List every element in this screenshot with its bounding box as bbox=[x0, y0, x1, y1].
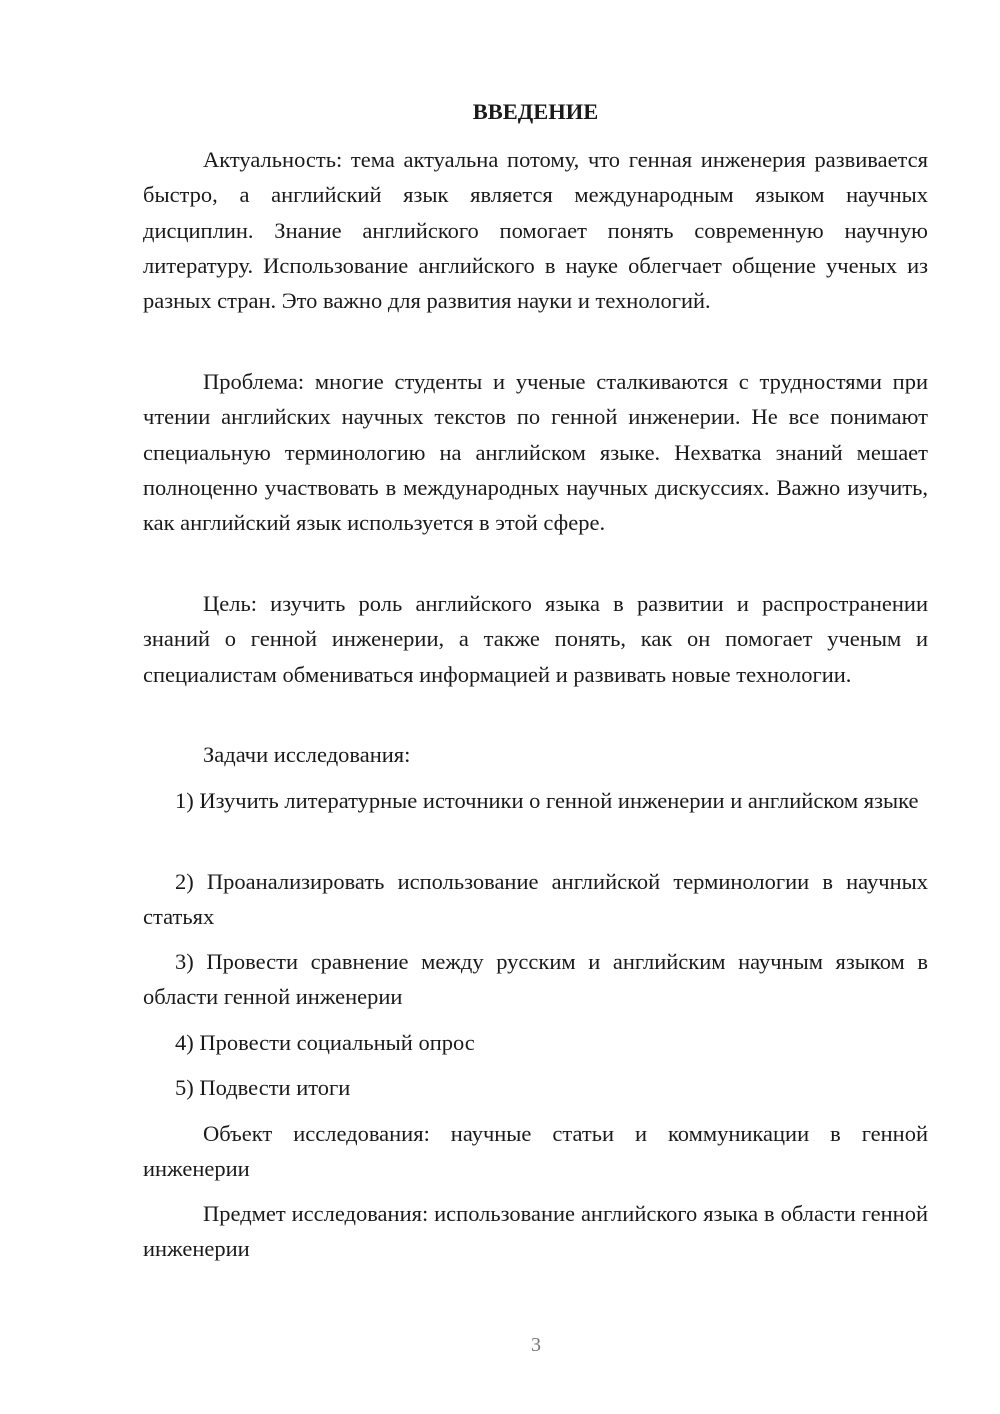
subject-paragraph: Предмет исследования: использование английского языка в области генной инженерии bbox=[143, 1201, 928, 1262]
task-item-5: 5) Подвести итоги bbox=[175, 1075, 351, 1100]
task-item-1: 1) Изучить литературные источники о генной инженерии и английском языке bbox=[175, 788, 919, 813]
task-item-4: 4) Провести социальный опрос bbox=[175, 1030, 475, 1055]
relevance-paragraph: Актуальность: тема актуальна потому, что генная инженерия развивается быстро, а английский язык является международным языком научных дисциплин. Знание английского помогает понять современную научную литературу. Использование английского в науке облегчает общение ученых из разных стран. Это важно для развития науки и технологий. bbox=[143, 147, 928, 314]
page-title: ВВЕДЕНИЕ bbox=[472, 99, 599, 124]
problem-paragraph: Проблема: многие студенты и ученые сталкиваются с трудностями при чтении английских научных текстов по генной инженерии. Не все понимают специальную терминологию на английском языке. Нехватка знаний мешает полноценно участвовать в международных научных дискуссиях. Важно изучить, как английский язык используется в этой сфере. bbox=[143, 369, 928, 536]
object-paragraph: Объект исследования: научные статьи и коммуникации в генной инженерии bbox=[143, 1121, 928, 1182]
goal-paragraph: Цель: изучить роль английского языка в развитии и распространении знаний о генной инженерии, а также понять, как он помогает ученым и специалистам обмениваться информацией и развивать новые технологии. bbox=[143, 591, 928, 687]
task-item-3: 3) Провести сравнение между русским и английским научным языком в области генной инженерии bbox=[143, 949, 928, 1010]
page-number: 3 bbox=[531, 1334, 541, 1356]
tasks-heading: Задачи исследования: bbox=[203, 742, 411, 767]
task-item-2: 2) Проанализировать использование английской терминологии в научных статьях bbox=[143, 869, 928, 930]
